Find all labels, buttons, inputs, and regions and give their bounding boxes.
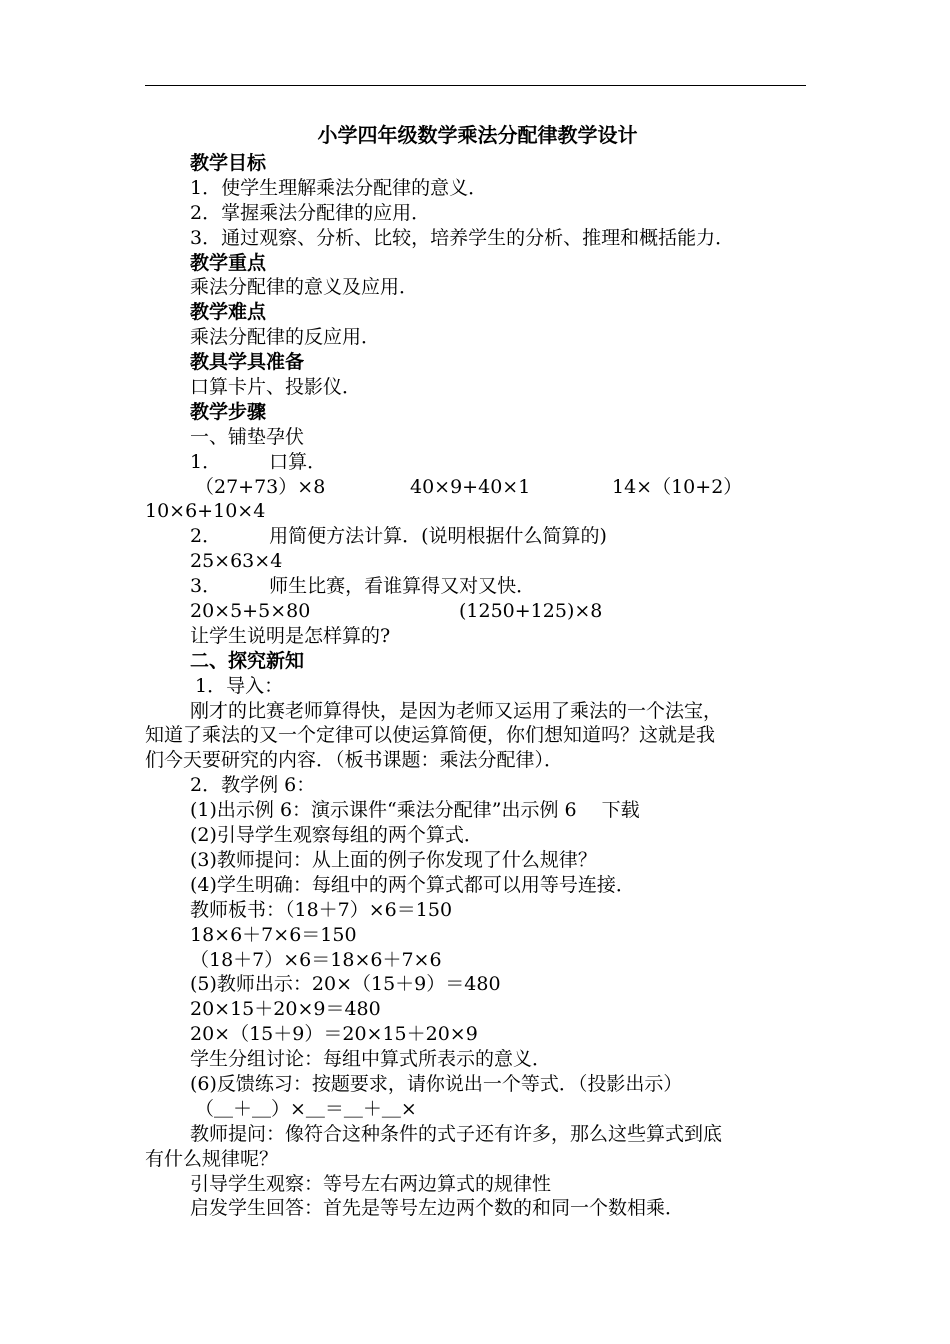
- calc-row-1: [145, 475, 810, 500]
- difficulties-text: 乘法分配律的反应用．: [190, 326, 381, 349]
- calc-b: 40×9+40×1: [410, 475, 531, 498]
- document-body: [145, 119, 810, 1221]
- key-points-text: 乘法分配律的意义及应用．: [190, 276, 419, 299]
- group-discussion: 学生分组讨论：每组中算式所表示的意义．: [190, 1048, 552, 1071]
- answer-text: 启发学生回答：首先是等号左边两个数的和同一个数相乘．: [190, 1197, 685, 1220]
- objective-1: 1．使学生理解乘法分配律的意义．: [190, 176, 488, 199]
- board-line-6: 20×（15＋9）＝20×15＋20×9: [190, 1023, 478, 1046]
- calc-d: 10×6+10×4: [145, 500, 266, 523]
- board-line-3: （18＋7）×6＝18×6＋7×6: [190, 948, 442, 971]
- observation-text: 引导学生观察：等号左右两边算式的规律性: [190, 1172, 552, 1195]
- heading-objectives: 教学目标: [190, 152, 267, 174]
- heading-steps: 教学步骤: [190, 400, 267, 423]
- board-line-2: 18×6＋7×6＝150: [190, 923, 357, 946]
- example-label: 2．教学例 6：: [190, 774, 316, 797]
- example-step-4: (4)学生明确：每组中的两个算式都可以用等号连接．: [190, 873, 635, 896]
- item-number: 1．: [190, 450, 222, 473]
- tools-text: 口算卡片、投影仪．: [190, 376, 362, 399]
- fill-blank-formula: （＿＋＿）×＿＝＿＋＿×: [195, 1097, 417, 1120]
- calc-c: 14×（10+2）: [612, 475, 743, 498]
- heading-explore: 二、探究新知: [190, 649, 305, 672]
- step-1-item-2: [145, 524, 810, 549]
- calc-e: 25×63×4: [190, 550, 283, 573]
- heading-key-points: 教学重点: [190, 251, 267, 274]
- example-step-2: (2)引导学生观察每组的两个算式．: [190, 824, 483, 847]
- heading-difficulties: 教学难点: [190, 301, 267, 324]
- item-text: 口算．: [269, 450, 327, 473]
- intro-label: 1．导入：: [195, 674, 284, 697]
- item-text: 用简便方法计算．(说明根据什么简算的): [269, 525, 607, 548]
- example-step-3: (3)教师提问：从上面的例子你发现了什么规律？: [190, 848, 597, 871]
- example-step-1: (1)出示例 6：演示课件“乘法分配律”出示例 6 下载: [190, 799, 640, 822]
- calc-row-2: [145, 599, 810, 624]
- board-line-5: 20×15＋20×9＝480: [190, 998, 381, 1021]
- teacher-question-line-2: 有什么规律呢？: [145, 1147, 279, 1170]
- page-title: 小学四年级数学乘法分配律教学设计: [317, 123, 638, 147]
- step-1-item-1: [145, 450, 810, 475]
- objective-3: 3．通过观察、分析、比较，培养学生的分析、推理和概括能力．: [190, 226, 735, 249]
- item-number: 3．: [190, 575, 222, 598]
- board-line-1: 教师板书：（18＋7）×6＝150: [190, 898, 453, 921]
- step-1-item-3: [145, 574, 810, 599]
- paragraph-1-line-3: 们今天要研究的内容．（板书课题：乘法分配律）．: [145, 749, 564, 772]
- item-text: 师生比赛，看谁算得又对又快．: [269, 575, 536, 598]
- header-rule: [145, 85, 806, 86]
- feedback-practice: (6)反馈练习：按题要求，请你说出一个等式．（投影出示）: [190, 1072, 683, 1095]
- board-line-4: (5)教师出示：20×（15＋9）＝480: [190, 973, 501, 996]
- teacher-question-line-1: 教师提问：像符合这种条件的式子还有许多，那么这些算式到底: [190, 1122, 723, 1145]
- calc-f: 20×5+5×80: [190, 600, 311, 623]
- objective-2: 2．掌握乘法分配律的应用．: [190, 201, 431, 224]
- calc-a: （27+73）×8: [195, 475, 326, 498]
- paragraph-1-line-2: 知道了乘法的又一个定律可以使运算简便，你们想知道吗？这就是我: [145, 724, 716, 747]
- item-number: 2．: [190, 525, 222, 548]
- step-1-title: 一、铺垫孕伏: [190, 425, 305, 448]
- paragraph-1-line-1: 刚才的比赛老师算得快，是因为老师又运用了乘法的一个法宝，: [190, 699, 723, 722]
- heading-tools: 教具学具准备: [190, 351, 305, 374]
- calc-g: (1250+125)×8: [459, 600, 603, 623]
- ask-text: 让学生说明是怎样算的?: [190, 624, 391, 647]
